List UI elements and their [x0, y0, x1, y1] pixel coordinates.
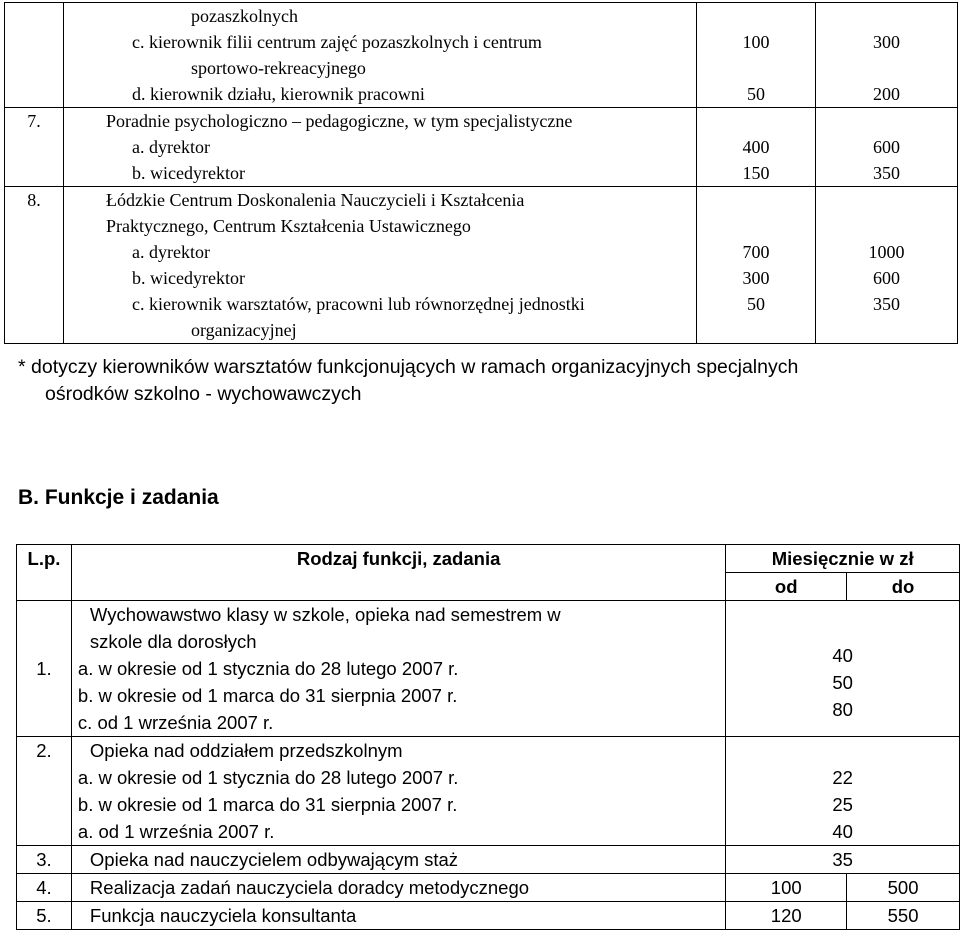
row-number: 7.: [27, 111, 41, 131]
value: [816, 3, 957, 29]
value: [816, 213, 957, 239]
header-label: do: [891, 576, 915, 597]
value-cell: [726, 601, 960, 737]
value-do-cell: [847, 874, 960, 902]
value: 300: [742, 268, 770, 288]
row-text: a. w okresie od 1 stycznia do 28 lutego 2007 r.: [77, 767, 459, 788]
lp-cell: [17, 601, 72, 737]
footnote: [18, 354, 798, 408]
header-label: Miesięcznie w zł: [771, 548, 914, 569]
value: 100: [742, 32, 770, 52]
description-cell: [71, 846, 725, 874]
row-number: 3.: [36, 849, 52, 870]
value: 350: [873, 163, 900, 183]
value: 350: [873, 294, 900, 314]
value: 50: [747, 84, 765, 104]
value: 50: [832, 672, 853, 693]
value: 40: [832, 645, 853, 666]
value: 22: [832, 767, 853, 788]
row-text: szkole dla dorosłych: [89, 631, 257, 652]
table-row: [5, 108, 958, 187]
row-text: Łódzkie Centrum Doskonalenia Nauczycieli i Kształcenia: [106, 190, 525, 210]
row-text: b. wicedyrektor: [132, 268, 245, 288]
header-lp: [17, 545, 72, 601]
table-row: [17, 601, 960, 737]
row-text: a. dyrektor: [132, 137, 210, 157]
value-do-cell: [816, 187, 958, 344]
row-text: b. w okresie od 1 marca do 31 sierpnia 2007 r.: [77, 794, 458, 815]
table-row: [17, 846, 960, 874]
value: 35: [832, 849, 853, 870]
value: 600: [873, 137, 900, 157]
value: 50: [747, 294, 765, 314]
value: [697, 55, 815, 81]
header-label: L.p.: [27, 548, 61, 569]
lp-cell: [5, 108, 64, 187]
value: [697, 187, 815, 213]
header-rodzaj: [71, 545, 725, 601]
row-text: a. dyrektor: [132, 242, 210, 262]
value: 600: [873, 268, 900, 288]
lp-cell: [17, 874, 72, 902]
header-label: od: [774, 576, 798, 597]
value: [697, 317, 815, 343]
value: 400: [742, 137, 770, 157]
value: 300: [873, 32, 900, 52]
value: 40: [832, 821, 853, 842]
lp-cell: [5, 3, 64, 108]
row-text: pozaszkolnych: [191, 6, 298, 26]
value-od-cell: [726, 874, 847, 902]
row-text: b. w okresie od 1 marca do 31 sierpnia 2007 r.: [77, 685, 458, 706]
value: 1000: [868, 242, 905, 262]
row-text: sportowo-rekreacyjnego: [191, 58, 366, 78]
value: 150: [742, 163, 770, 183]
lp-cell: [17, 846, 72, 874]
value-od-cell: [697, 108, 816, 187]
value: 100: [770, 877, 802, 898]
value-do-cell: [816, 108, 958, 187]
section-title: B. Funkcje i zadania: [18, 486, 219, 509]
row-text: Opieka nad nauczycielem odbywającym staż: [89, 849, 459, 870]
value-od-cell: [726, 902, 847, 930]
row-text: a. od 1 września 2007 r.: [77, 821, 275, 842]
value-cell: [726, 846, 960, 874]
value: [816, 187, 957, 213]
row-text: c. kierownik filii centrum zajęć pozaszkolnych i centrum: [132, 32, 542, 52]
value: [816, 55, 957, 81]
table-stanowiska: [4, 2, 958, 344]
lp-cell: [17, 902, 72, 930]
row-text: Opieka nad oddziałem przedszkolnym: [89, 740, 403, 761]
value-od-cell: [697, 3, 816, 108]
row-text: c. kierownik warsztatów, pracowni lub równorzędnej jednostki: [132, 294, 585, 314]
row-text: b. wicedyrektor: [132, 163, 245, 183]
row-text: Praktycznego, Centrum Kształcenia Ustawicznego: [106, 216, 471, 236]
description-cell: [71, 601, 725, 737]
header-label: Rodzaj funkcji, zadania: [296, 548, 501, 569]
description-cell: [64, 187, 697, 344]
table-row: [17, 902, 960, 930]
value: 200: [873, 84, 900, 104]
row-number: 8.: [27, 190, 41, 210]
value: 25: [832, 794, 853, 815]
description-cell: [64, 3, 697, 108]
row-text: a. w okresie od 1 stycznia do 28 lutego 2007 r.: [77, 658, 459, 679]
value: 120: [770, 905, 802, 926]
value: 500: [887, 877, 919, 898]
row-number: 4.: [36, 877, 52, 898]
row-number: 5.: [36, 905, 52, 926]
value: 80: [832, 699, 853, 720]
value: [697, 213, 815, 239]
row-text: Realizacja zadań nauczyciela doradcy metodycznego: [89, 877, 530, 898]
table-row: [17, 737, 960, 846]
value: 700: [742, 242, 770, 262]
value: [816, 108, 957, 134]
row-text: c. od 1 września 2007 r.: [77, 712, 274, 733]
value: [816, 317, 957, 343]
row-text: Funkcja nauczyciela konsultanta: [89, 905, 357, 926]
table-row: [5, 3, 958, 108]
header-miesiecznie: [726, 545, 960, 573]
description-cell: [64, 108, 697, 187]
row-number: 2.: [36, 740, 52, 761]
value: [697, 3, 815, 29]
header-do: [847, 573, 960, 601]
row-text: d. kierownik działu, kierownik pracowni: [132, 84, 425, 104]
row-text: organizacyjnej: [191, 320, 297, 340]
footnote-line: ośrodków szkolno - wychowawczych: [45, 383, 362, 405]
lp-cell: [17, 737, 72, 846]
value: [697, 108, 815, 134]
footnote-line: * dotyczy kierowników warsztatów funkcjonujących w ramach organizacyjnych specjalnych: [18, 356, 799, 378]
value: 550: [887, 905, 919, 926]
header-row: [17, 545, 960, 573]
lp-cell: [5, 187, 64, 344]
description-cell: [71, 737, 725, 846]
value-do-cell: [847, 902, 960, 930]
value-do-cell: [816, 3, 958, 108]
row-number: 1.: [36, 657, 52, 679]
row-text: Poradnie psychologiczno – pedagogiczne, w tym specjalistyczne: [106, 111, 573, 131]
table-row: [17, 874, 960, 902]
row-text: Wychowawstwo klasy w szkole, opieka nad semestrem w: [89, 604, 561, 625]
table-funkcje: [16, 544, 960, 930]
value-cell: [726, 737, 960, 846]
description-cell: [71, 902, 725, 930]
description-cell: [71, 874, 725, 902]
header-od: [726, 573, 847, 601]
value-od-cell: [697, 187, 816, 344]
table-row: [5, 187, 958, 344]
